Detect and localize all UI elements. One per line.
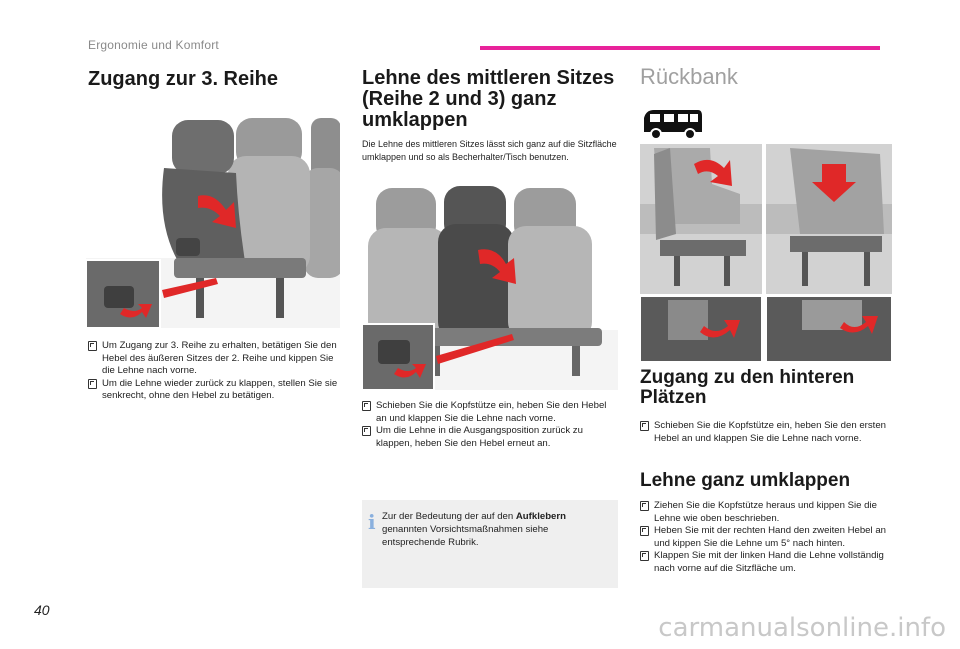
col1-title: Zugang zur 3. Reihe — [88, 68, 279, 90]
checkbox-bullet-icon — [640, 526, 649, 536]
col1-instructions — [88, 340, 338, 403]
seat-access-illustration — [86, 118, 340, 328]
checkbox-bullet-icon — [88, 379, 97, 389]
checkbox-bullet-icon — [640, 501, 649, 511]
info-icon: i — [368, 510, 376, 534]
list-item: Um die Lehne wieder zurück zu klappen, stellen Sie sie senkrecht, ohne den Hebel zu betätigen. — [88, 378, 338, 403]
info-box — [362, 500, 618, 588]
list-item: Ziehen Sie die Kopfstütze heraus und kippen Sie die Lehne wie oben beschrieben. — [640, 500, 895, 525]
checkbox-bullet-icon — [362, 401, 371, 411]
middle-seat-illustration — [362, 180, 618, 390]
van-icon — [640, 108, 704, 140]
checkbox-bullet-icon — [640, 421, 649, 431]
list-item: Um Zugang zur 3. Reihe zu erhalten, betätigen Sie den Hebel des äußeren Sitzes der 2. Reihe und kippen Sie die Lehne nach vorne. — [88, 340, 338, 378]
page-number: 40 — [34, 602, 50, 618]
list-item: Heben Sie mit der rechten Hand den zweiten Hebel an und kippen Sie die Lehne um 5° nach hinten. — [640, 525, 895, 550]
checkbox-bullet-icon — [640, 551, 649, 561]
list-item: Schieben Sie die Kopfstütze ein, heben Sie den Hebel an und klappen Sie die Lehne nach vorne. — [362, 400, 618, 425]
watermark: carmanualsonline.info — [658, 613, 946, 643]
info-text: Zur der Bedeutung der auf den Aufklebern genannten Vorsichtsmaßnahmen siehe entsprechende Rubrik. — [382, 511, 566, 548]
col2-intro: Die Lehne des mittleren Sitzes lässt sich ganz auf die Sitzfläche umklappen und so als Becherhalter/Tisch benutzen. — [362, 139, 617, 162]
checkbox-bullet-icon — [88, 341, 97, 351]
section-label: Ergonomie und Komfort — [88, 38, 219, 52]
col3-sub2-title: Lehne ganz umklappen — [640, 470, 851, 491]
checkbox-bullet-icon — [362, 426, 371, 436]
col3-sub2-instructions — [640, 500, 895, 576]
col3-sub1-instructions — [640, 420, 895, 445]
section-accent-bar — [480, 46, 880, 50]
col2-title: Lehne des mittleren Sitzes (Reihe 2 und 3) ganz umklappen — [362, 67, 615, 131]
list-item: Schieben Sie die Kopfstütze ein, heben Sie den ersten Hebel an und klappen Sie die Lehne nach vorne. — [640, 420, 895, 445]
list-item: Klappen Sie mit der linken Hand die Lehne vollständig nach vorne auf die Sitzfläche um. — [640, 550, 895, 575]
list-item: Um die Lehne in die Ausgangsposition zurück zu klappen, heben Sie den Hebel erneut an. — [362, 425, 618, 450]
col3-sub1-title: Zugang zu den hinteren Plätzen — [640, 367, 855, 408]
col3-title: Rückbank — [640, 64, 738, 89]
rear-bench-illustration — [640, 144, 892, 362]
col2-instructions — [362, 400, 618, 450]
